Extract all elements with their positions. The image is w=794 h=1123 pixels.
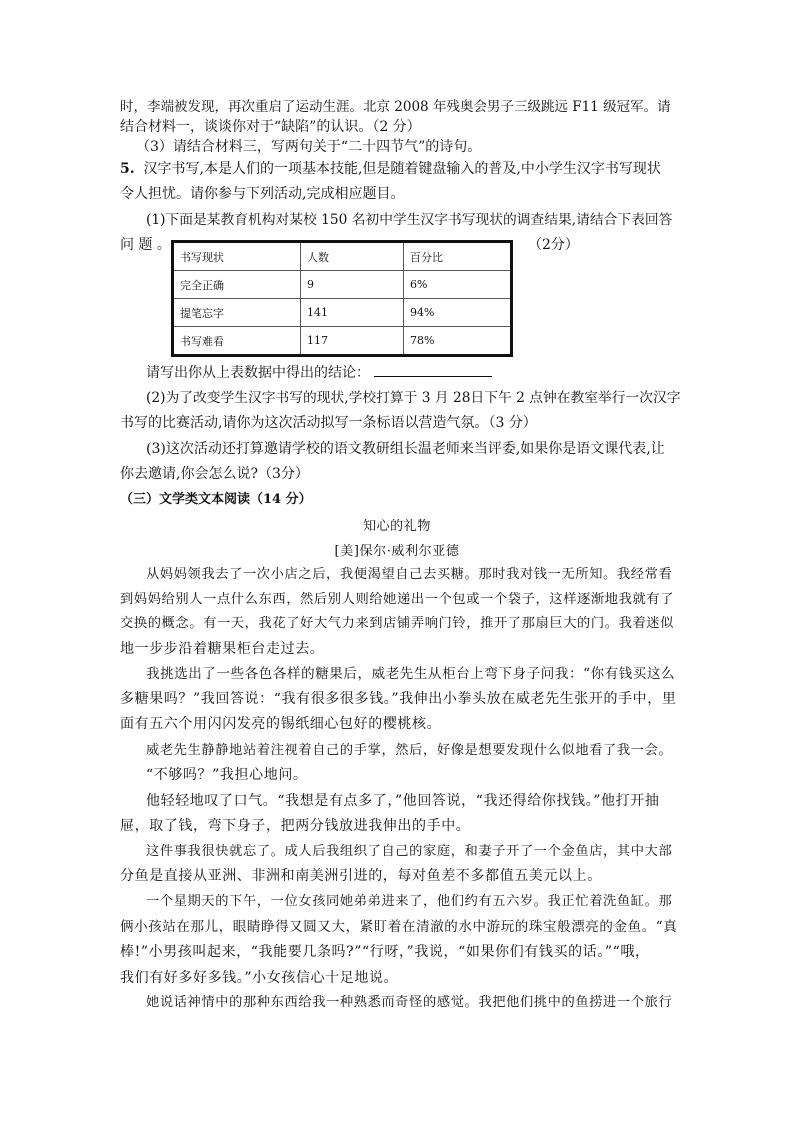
story-line: 地一步步沿着糖果柜台走过去。 xyxy=(120,641,325,657)
sub-question-3-line-1: (3)这次活动还打算邀请学校的语文教研组长温老师来当评委,如果你是语文课代表,让 xyxy=(146,441,665,457)
table-header-cell: 百分比 xyxy=(404,242,512,271)
table-cell: 141 xyxy=(301,299,404,327)
table-header-cell: 人数 xyxy=(301,242,404,271)
table-cell: 6% xyxy=(404,271,512,299)
answer-blank[interactable] xyxy=(374,362,492,377)
intro-line-1: 时，李端被发现，再次重启了运动生涯。北京 2008 年残奥会男子三级跳远 F11 级冠军。请 xyxy=(120,99,671,115)
table-cell: 提笔忘字 xyxy=(173,299,301,327)
sub-question-1-points: （2分） xyxy=(528,237,579,253)
sub-question-2-line-2: 书写的比赛活动,请你为这次活动拟写一条标语以营造气氛。（3 分） xyxy=(120,415,537,431)
story-line: 我们有好多好多钱。”小女孩信心十足地说。 xyxy=(120,970,399,986)
question-5-line-1 xyxy=(120,159,661,179)
table-header-cell: 书写现状 xyxy=(173,242,301,271)
story-author: [美]保尔·威利尔亚德 xyxy=(334,544,460,559)
intro-line-2: 结合材料一，谈谈你对于“缺陷”的认识。（2 分） xyxy=(120,119,421,135)
table-cell: 9 xyxy=(301,271,404,299)
sub-question-3-line-2: 你去邀请,你会怎么说?（3分） xyxy=(120,466,309,482)
question-number: 5. xyxy=(120,161,135,177)
story-line: 棒!”小男孩叫起来，“我能要几条吗?”“行呀，”我说，“如果你们有钱买的话。”“哦， xyxy=(120,944,650,960)
sub-question-1-line-2: 问 题 。 xyxy=(120,237,171,253)
story-line: “不够吗？”我担心地问。 xyxy=(146,767,308,783)
table-row xyxy=(173,327,512,356)
table-cell: 94% xyxy=(404,299,512,327)
question-5-line-2: 令人担忧。请你参与下列活动,完成相应题目。 xyxy=(120,186,405,202)
story-line: 交换的概念。有一天，我花了好大气力来到店铺弄响门铃，推开了那扇巨大的门。我着迷似 xyxy=(120,616,675,631)
story-line: 她说话神情中的那种东西给我一种熟悉而奇怪的感觉。我把他们挑中的鱼捞进一个旅行 xyxy=(146,995,673,1010)
story-line: 从妈妈领我去了一次小店之后，我便渴望自己去买糖。那时我对钱一无所知。我经常看 xyxy=(146,567,673,582)
story-line: 威老先生静静地站着注视着自己的手掌，然后，好像是想要发现什么似地看了我一会。 xyxy=(146,743,673,758)
sub-question-1-line-1: (1)下面是某教育机构对某校 150 名初中学生汉字书写现状的调查结果,请结合下表回答 xyxy=(146,212,673,228)
table-header-row xyxy=(173,242,512,271)
story-line: 我挑选出了一些各色各样的糖果后，威老先生从柜台上弯下身子问我：“你有钱买这么 xyxy=(146,666,676,682)
table-cell: 完全正确 xyxy=(173,271,301,299)
survey-table xyxy=(171,240,513,357)
table-cell: 117 xyxy=(301,327,404,356)
table-row xyxy=(173,271,512,299)
story-title: 知心的礼物 xyxy=(362,519,431,534)
story-line: 俩小孩站在那儿，眼睛睁得又圆又大，紧盯着在清澈的水中游玩的珠宝般漂亮的金鱼。“真 xyxy=(120,919,678,935)
table-row xyxy=(173,299,512,327)
story-line: 分鱼是直接从亚洲、非洲和南美洲引进的，每对鱼差不多都值五美元以上。 xyxy=(120,868,602,884)
section-heading: （三）文学类文本阅读（14 分） xyxy=(120,492,312,507)
story-line: 到妈妈给别人一点什么东西，然后别人则给她递出一个包或一个袋子，这样逐渐地我就有了 xyxy=(120,592,675,607)
story-line: 面有五六个用闪闪发亮的锡纸细心包好的樱桃核。 xyxy=(120,716,442,732)
conclusion-line xyxy=(146,362,492,383)
table-cell: 78% xyxy=(404,327,512,356)
sub-question-2-line-1: (2)为了改变学生汉字书写的现状,学校打算于 3 月 28日下午 2 点钟在教室举行一次汉字 xyxy=(146,390,681,406)
conclusion-prompt: 请写出你从上表数据中得出的结论： xyxy=(146,365,370,381)
question-5-text: 汉字书写,本是人们的一项基本技能,但是随着键盘输入的普及,中小学生汉字书写现状 xyxy=(143,161,661,177)
table-cell: 书写难看 xyxy=(173,327,301,356)
story-line: 一个星期天的下午，一位女孩同她弟弟进来了，他们约有五六岁。我正忙着洗鱼缸。那 xyxy=(146,894,673,909)
story-line: 多糖果吗？”我回答说：“我有很多很多钱。”我伸出小拳头放在威老先生张开的手中，里 xyxy=(120,691,677,707)
question-4-3: （3）请结合材料三，写两句关于“二十四节气”的诗句。 xyxy=(136,139,482,155)
story-line: 屉，取了钱，弯下身子，把两分钱放进我伸出的手中。 xyxy=(120,818,471,834)
story-line: 这件事我很快就忘了。成人后我组织了自己的家庭，和妻子开了一个金鱼店，其中大部 xyxy=(146,844,673,859)
story-line: 他轻轻地叹了口气。“我想是有点多了，”他回答说，“我还得给你找钱。”他打开抽 xyxy=(146,793,660,809)
